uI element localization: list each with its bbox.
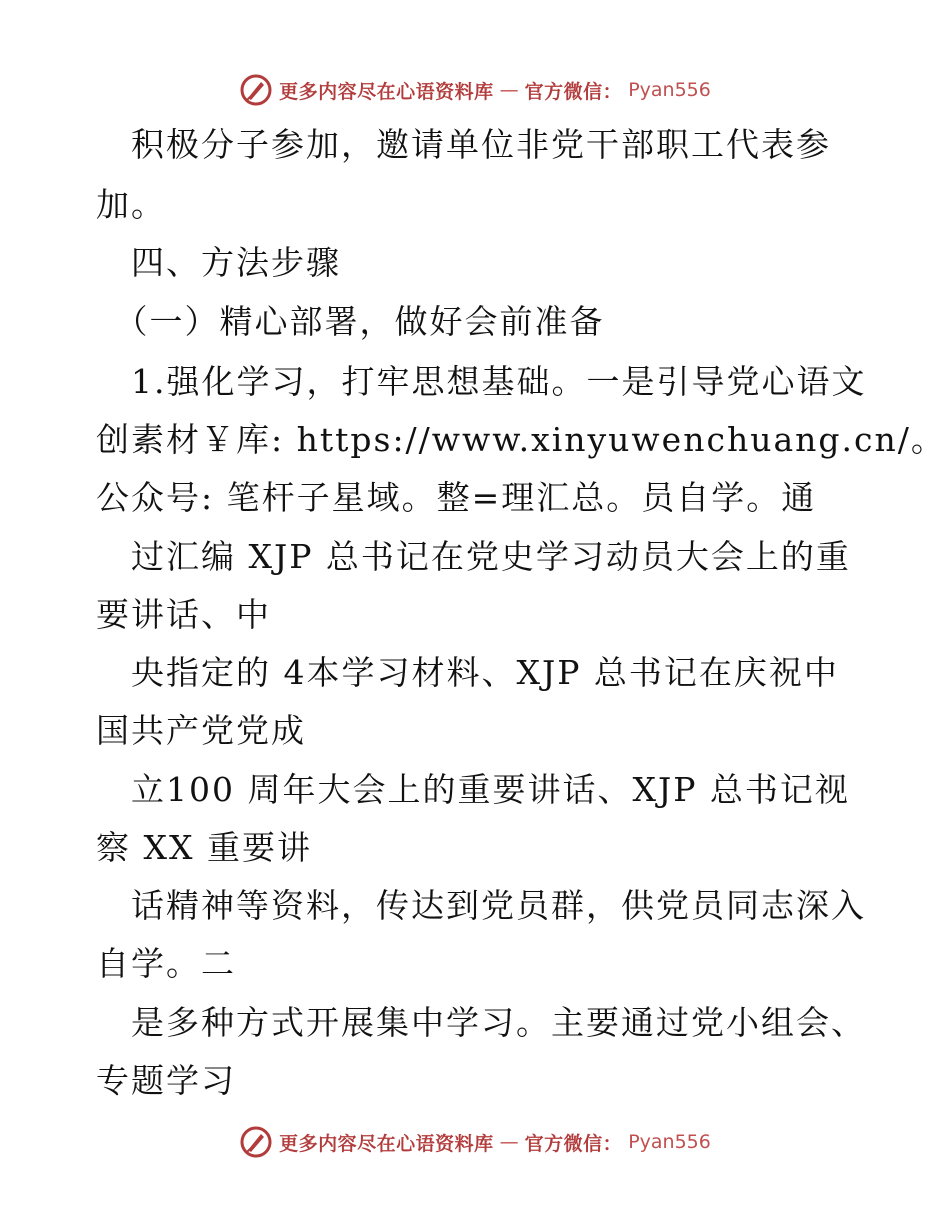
text-line: 积极分子参加，邀请单位非党干部职工代表参 — [96, 125, 831, 164]
text-line: 过汇编 XJP 总书记在党史学习动员大会上的重 — [96, 537, 851, 576]
page-footer — [0, 1122, 950, 1162]
header-banner — [239, 73, 711, 107]
text-line: 立100 周年大会上的重要讲话、XJP 总书记视 — [96, 770, 850, 809]
header-wechat-id: Pyan556 — [628, 79, 711, 101]
text-line: （一）精心部署，做好会前准备 — [96, 302, 605, 341]
quill-logo-icon — [239, 73, 273, 107]
text-line: 专题学习 — [96, 1061, 236, 1100]
text-line: 要讲话、中 — [96, 595, 271, 634]
footer-banner-text: 更多内容尽在心语资料库 — [279, 1132, 494, 1155]
text-line: 四、方法步骤 — [96, 243, 341, 282]
text-line: 自学。二 — [96, 944, 236, 983]
footer-separator: — — [499, 1131, 519, 1153]
text-line: 公众号: 笔杆子星域。整=理汇总。员自学。通 — [96, 478, 817, 517]
footer-wechat-label: 官方微信： — [524, 1132, 623, 1155]
text-line: 察 XX 重要讲 — [96, 828, 312, 867]
header-separator: — — [499, 79, 519, 101]
text-line: 国共产党党成 — [96, 711, 306, 750]
text-line: 是多种方式开展集中学习。主要通过党小组会、 — [96, 1003, 866, 1042]
text-line: 央指定的 4本学习材料、XJP 总书记在庆祝中 — [96, 653, 839, 692]
header-wechat-label: 官方微信： — [524, 80, 623, 103]
text-line: 创素材￥库: https://www.xinyuwenchuang.cn/。 — [96, 420, 946, 459]
header-banner-text: 更多内容尽在心语资料库 — [279, 80, 494, 103]
text-line: 话精神等资料，传达到党员群，供党员同志深入 — [96, 886, 866, 925]
text-line: 加。 — [96, 185, 166, 224]
text-line: 1.强化学习，打牢思想基础。一是引导党心语文 — [96, 362, 867, 401]
footer-banner — [239, 1125, 711, 1159]
footer-wechat-id: Pyan556 — [628, 1131, 711, 1153]
page-header — [0, 70, 950, 110]
quill-logo-icon — [239, 1125, 273, 1159]
